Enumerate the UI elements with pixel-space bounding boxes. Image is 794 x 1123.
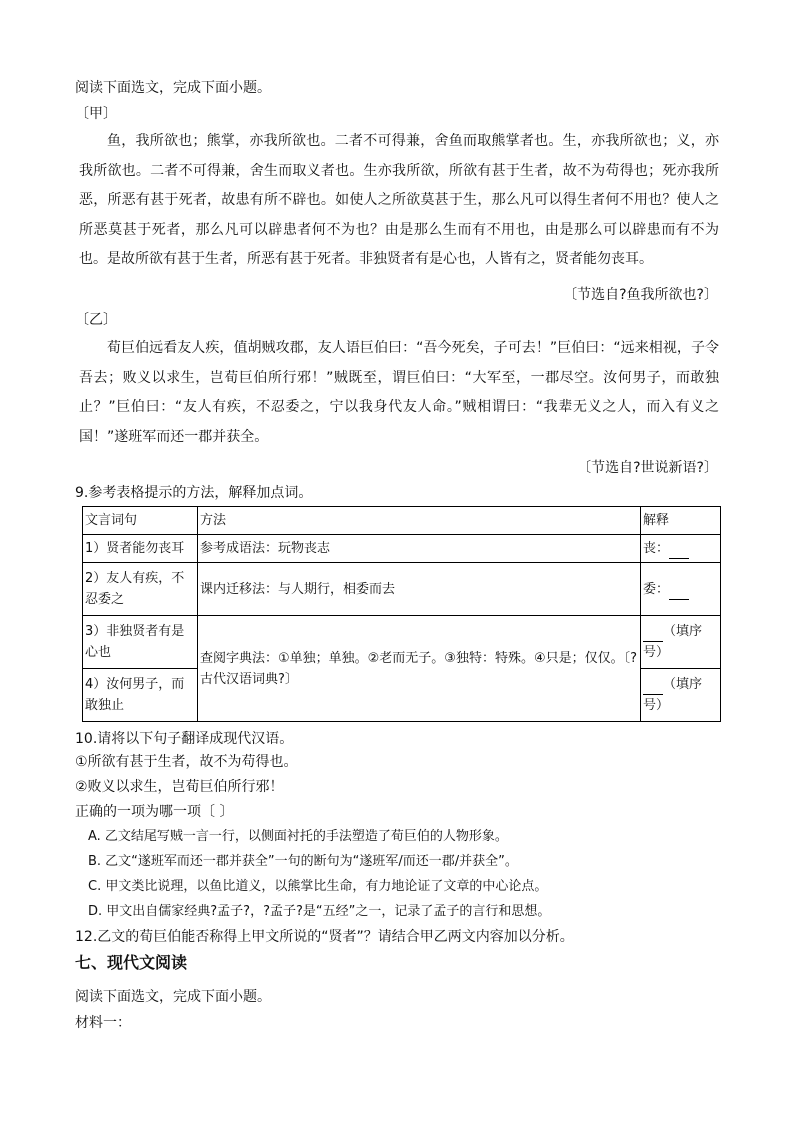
table-cell-method: 参考成语法：玩物丧志 bbox=[198, 535, 641, 563]
answer-label: 丧： bbox=[643, 541, 670, 556]
question-11-option-c[interactable]: C. 甲文类比说理，以鱼比道义，以熊掌比生命，有力地论证了文章的中心论点。 bbox=[88, 879, 548, 894]
question-10-sentence-2: ②败义以求生，岂荀巨伯所行邪！ bbox=[75, 779, 284, 795]
answer-blank[interactable] bbox=[669, 585, 689, 600]
table-header: 解释 bbox=[641, 507, 721, 535]
table-cell-phrase: 4）汝何男子，而敢独止 bbox=[83, 669, 198, 722]
passage-yi-label: 〔乙〕 bbox=[75, 312, 117, 328]
passage-jia-text: 鱼，我所欲也；熊掌，亦我所欲也。二者不可得兼，舍鱼而取熊掌者也。生，亦我所欲也；义，亦我所欲也。二者不可得兼，舍生而取义者也。生亦我所欲，所欲有甚于生者，故不为苟得也；死亦我所恶，所恶有甚于死者，故患有所不辟也。如使人之所欲莫甚于生，那么凡可以得生者何不用也？使人之所恶莫甚于死者，那么凡可以辟患者何不为也？由是那么生而有不用也，由是那么可以辟患而有不为也。是故所欲有甚于生者，所恶有甚于死者。非独贤者有是心也，人皆有之，贤者能勿丧耳。 bbox=[79, 133, 719, 267]
section-7-instruction: 阅读下面选文，完成下面小题。 bbox=[75, 989, 271, 1005]
question-10-sentence-1: ①所欲有甚于生者，故不为苟得也。 bbox=[75, 754, 298, 770]
question-12-stem: 12.乙文的荀巨伯能否称得上甲文所说的“贤者”？请结合甲乙两文内容加以分析。 bbox=[75, 929, 574, 945]
method-table bbox=[82, 506, 721, 722]
answer-cell bbox=[641, 563, 721, 616]
question-9-stem: 9.参考表格提示的方法，解释加点词。 bbox=[75, 485, 313, 501]
answer-cell bbox=[641, 535, 721, 563]
question-11-option-b[interactable]: B. 乙文“遂班军而还一郡并获全”一句的断句为“遂班军/而还一郡/并获全”。 bbox=[88, 854, 518, 869]
answer-cell bbox=[641, 616, 721, 669]
passage-jia-source: 〔节选自?鱼我所欲也?〕 bbox=[563, 287, 718, 303]
table-cell-method-shared: 查阅字典法：①单独；单独。②老而无子。③独特：特殊。④只是；仅仅。〔?古代汉语词典?〕 bbox=[198, 616, 641, 722]
table-row bbox=[83, 616, 721, 669]
table-cell-phrase: 3）非独贤者有是心也 bbox=[83, 616, 198, 669]
table-row bbox=[83, 535, 721, 563]
answer-hint: （填序号） bbox=[643, 677, 703, 713]
table-cell-phrase: 1）贤者能勿丧耳 bbox=[83, 535, 198, 563]
answer-blank[interactable] bbox=[669, 544, 689, 559]
question-11-stem: 正确的一项为哪一项〔 〕 bbox=[75, 804, 234, 820]
table-header-row bbox=[83, 507, 721, 535]
material-one-label: 材料一： bbox=[75, 1015, 131, 1031]
question-10-stem: 10.请将以下句子翻译成现代汉语。 bbox=[75, 731, 294, 747]
table-header: 文言词句 bbox=[83, 507, 198, 535]
passage-jia-label: 〔甲〕 bbox=[75, 106, 117, 122]
table-header: 方法 bbox=[198, 507, 641, 535]
answer-blank[interactable] bbox=[643, 627, 663, 642]
passage-yi-source: 〔节选自?世说新语?〕 bbox=[577, 460, 718, 476]
answer-hint: （填序号） bbox=[643, 624, 703, 660]
question-11-option-d[interactable]: D. 甲文出自儒家经典?孟子?，?孟子?是“五经”之一，记录了孟子的言行和思想。 bbox=[88, 904, 551, 919]
table-cell-method: 课内迁移法：与人期行，相委而去 bbox=[198, 563, 641, 616]
question-11-option-a[interactable]: A. 乙文结尾写贼一言一行，以侧面衬托的手法塑造了荀巨伯的人物形象。 bbox=[88, 829, 508, 844]
answer-cell bbox=[641, 669, 721, 722]
answer-label: 委： bbox=[643, 581, 670, 597]
passage-yi-text: 荀巨伯远看友人疾，值胡贼攻郡，友人语巨伯曰：“吾今死矣，子可去！”巨伯曰：“远来相视，子令吾去；败义以求生，岂荀巨伯所行邪！”贼既至，谓巨伯曰：“大军至，一郡尽空。汝何男子，而敢独止？”巨伯曰：“友人有疾，不忍委之，宁以我身代友人命。”贼相谓曰：“我辈无义之人，而入有义之国！”遂班军而还一郡并获全。 bbox=[79, 340, 719, 445]
reading-instruction: 阅读下面选文，完成下面小题。 bbox=[75, 80, 271, 96]
answer-blank[interactable] bbox=[643, 680, 663, 695]
table-row bbox=[83, 563, 721, 616]
section-7-heading: 七、现代文阅读 bbox=[75, 953, 188, 972]
table-cell-phrase: 2）友人有疾，不忍委之 bbox=[83, 563, 198, 616]
